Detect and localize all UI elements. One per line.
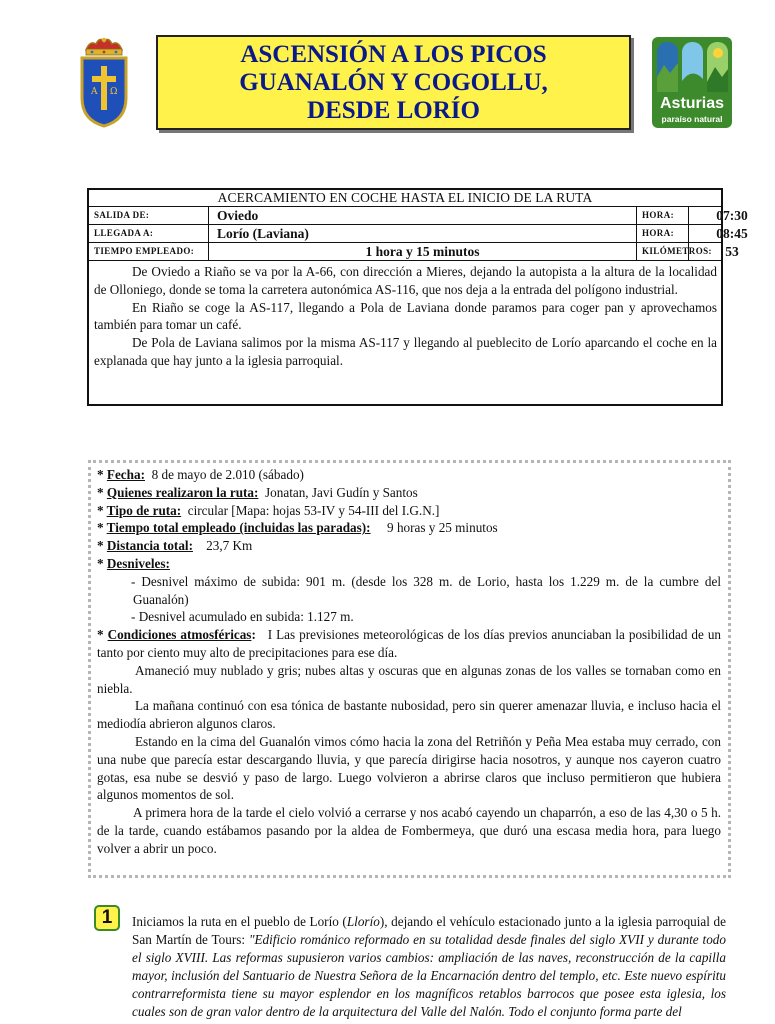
distancia-value: 23,7 Km [206, 538, 253, 554]
step-1-quote: "Edificio románico reformado en su totalidad desde finales del siglo XVII y durante todo el siglo XVIII. Las reformas supusieron varios cambios: ampliación de las naves, reconstrucción de la capilla mayor, inclusión del Santuario de Nuestra Señora de la Encarnación dentro del templo, etc. Este nuevo espíritu contrarreformista tiene su mayor esplendor en los magníficos retablos barrocos que posee esta iglesia, los cuales son de gran valor dentro de la arquitectura del Valle del Nalón. Todo el conjunto forma parte del [132, 932, 726, 1019]
tiempo-total-value: 9 horas y 25 minutos [387, 520, 498, 536]
tiempo-row [89, 243, 739, 261]
logo-subtext: paraíso natural [661, 114, 723, 124]
llegada-row [89, 225, 748, 243]
car-paragraph-1: De Oviedo a Riaño se va por la A-66, con dirección a Mieres, dejando la autopista a la altura de la localidad de Olloniego, donde se toma la carretera autonómica AS-116, que nos deja a la entrada del polígono industrial. [94, 264, 717, 297]
condiciones-intro: I Las previsiones meteorológicas de los días previos anunciaban la posibilidad de un tanto por ciento muy alto de precipitaciones para ese día. [97, 627, 722, 660]
km-value: 53 [725, 244, 739, 259]
car-paragraph-2: En Riaño se coge la AS-117, llegando a Pola de Laviana donde paramos para coger pan y aprovechamos también para tomar un café. [94, 299, 717, 333]
step-1-text [94, 913, 726, 1021]
llegada-label: LLEGADA A: [89, 225, 209, 242]
desniveles-label: Desniveles: [106, 555, 170, 571]
fecha-label: Fecha: [106, 467, 145, 482]
car-table-heading: ACERCAMIENTO EN COCHE HASTA EL INICIO DE LA RUTA [89, 190, 721, 207]
route-info-box [88, 460, 731, 878]
step-number-badge: 1 [94, 905, 120, 931]
tiempo-label: TIEMPO EMPLEADO: [89, 243, 209, 260]
salida-value: Oviedo [209, 207, 637, 224]
step-1-llorio: Llorío [346, 914, 380, 929]
distancia-label: Distancia total: [106, 538, 193, 554]
step-1-text-b: ), dejando el vehículo estacionado junto a la iglesia parroquial de San Martín de Tours: [132, 914, 726, 947]
llegada-value: Lorío (Laviana) [209, 225, 637, 242]
hora-llegada-label: HORA: [637, 225, 689, 242]
title-line-3: DESDE LORÍO [307, 96, 480, 124]
tipo-label: Tipo de ruta: [106, 502, 182, 518]
fecha-row: * Fecha: 8 de mayo de 2.010 (sábado) [97, 467, 304, 482]
weather-paragraph-1: Amaneció muy nublado y gris; nubes altas y oscuras que en algunas zonas de los valles se tornaban como en niebla. [97, 662, 721, 696]
desniveles-row: * Desniveles: [97, 555, 170, 571]
salida-label: SALIDA DE: [89, 207, 209, 224]
title-banner [156, 35, 631, 130]
svg-text:Ω: Ω [110, 87, 118, 97]
car-approach-table [87, 188, 748, 406]
title-line-1: ASCENSIÓN A LOS PICOS [240, 40, 547, 68]
quienes-value: Jonatan, Javi Gudín y Santos [265, 484, 418, 500]
desnivel-maximo: - Desnivel máximo de subida: 901 m. (desde los 328 m. de Lorio, hasta los 1.229 m. de la cumbre del Guanalón) [131, 573, 721, 607]
weather-paragraph-2: La mañana continuó con esa tónica de bastante nubosidad, pero sin querer amenazar lluvia, e incluso hacia el mediodía abrieron algunos claros. [97, 698, 721, 732]
tipo-value: circular [Mapa: hojas 53-IV y 54-III del I.G.N.] [187, 502, 440, 518]
desnivel-acumulado: - Desnivel acumulado en subida: 1.127 m. [131, 609, 354, 625]
condiciones-row: * Condiciones atmosféricas: I Las previsiones meteorológicas de los días previos anunciaban la posibilidad de un tanto por ciento muy alto de precipitaciones para ese día. [97, 627, 722, 660]
fecha-value: 8 de mayo de 2.010 (sábado) [151, 467, 304, 482]
tipo-row: * Tipo de ruta: circular [Mapa: hojas 53-IV y 54-III del I.G.N.] [97, 502, 440, 518]
salida-row [89, 207, 748, 225]
quienes-label: Quienes realizaron la ruta: [106, 484, 259, 500]
hora-llegada-time: 08:45 [716, 226, 748, 241]
svg-text:A: A [91, 87, 98, 97]
title-line-2: GUANALÓN Y COGOLLU, [239, 68, 548, 96]
km-label: KILÓMETROS: [637, 243, 689, 260]
car-description [89, 261, 721, 370]
distancia-row: * Distancia total: 23,7 Km [97, 538, 253, 554]
hora-salida-label: HORA: [637, 207, 689, 224]
weather-paragraph-4: A primera hora de la tarde el cielo volvió a cerrarse y nos acabó cayendo un chaparrón, a eso de las 4,30 o 5 h. de la tarde, cuando estábamos pasando por la aldea de Fombermeya, que duró una escasa media hora, para luego volver a abrir un poco. [97, 805, 721, 856]
asturias-coat-of-arms-icon [76, 36, 132, 128]
weather-paragraph-3: Estando en la cima del Guanalón vimos cómo hacia la zona del Retriñón y Peña Mea estaba muy cerrado, con una nube que parecía estar descargando lluvia, y que parecía dirigirse hacia nosotros, y aunque nos cayeron cuatro gotas, esa nube se desvió y paso de largo. Luego volvieron a abrirse claros que incluso permitieron que hubiera algunos momentos de sol. [97, 733, 721, 803]
step-1-text-a: Iniciamos la ruta en el pueblo de Lorío ( [132, 914, 347, 929]
car-paragraph-3: De Pola de Laviana salimos por la misma AS-117 y llegando al pueblecito de Lorío aparcando el coche en la explanada que hay junto a la iglesia parroquial. [94, 335, 717, 368]
quienes-row: * Quienes realizaron la ruta: Jonatan, Javi Gudín y Santos [97, 484, 418, 500]
tiempo-value: 1 hora y 15 minutos [209, 243, 637, 260]
tiempo-total-label: Tiempo total empleado (incluidas las paradas): [106, 520, 371, 536]
condiciones-label: Condiciones atmosféricas [107, 627, 252, 643]
tiempo-total-row: * Tiempo total empleado (incluidas las paradas): 9 horas y 25 minutos [97, 520, 498, 536]
logo-text: Asturias [659, 95, 725, 112]
hora-salida-time: 07:30 [716, 208, 748, 223]
